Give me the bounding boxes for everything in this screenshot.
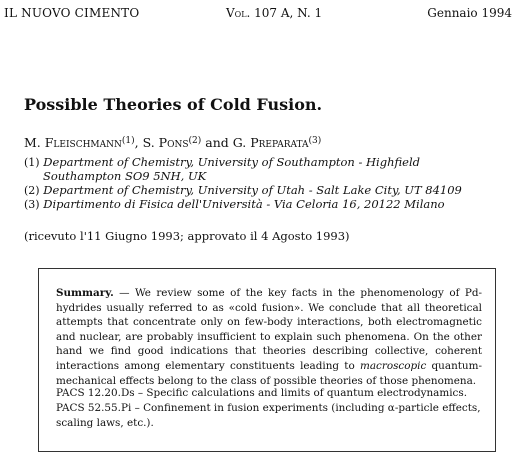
pacs-entry-2-continued: scaling laws, etc.). bbox=[56, 417, 154, 429]
author-surname: Preparata bbox=[250, 135, 309, 150]
affiliation-text: Department of Chemistry, University of Utah - Salt Lake City, UT 84109 bbox=[43, 183, 462, 197]
author-affiliation-mark: (1) bbox=[121, 136, 135, 146]
author-separator: and bbox=[201, 135, 233, 150]
author-surname: Fleischmann bbox=[44, 135, 122, 150]
pacs-entry-2: PACS 52.55.Pi – Confinement in fusion experiments (including α-particle effects, bbox=[56, 402, 481, 414]
affiliation-1-continued: Southampton SO9 5NH, UK bbox=[43, 169, 207, 183]
affiliation-mark: (2) bbox=[24, 184, 40, 197]
received-dates: (ricevuto l'11 Giugno 1993; approvato il 4 Agosto 1993) bbox=[24, 229, 350, 243]
pacs-entry-1: PACS 12.20.Ds – Specific calculations and limits of quantum electrodynamics. bbox=[56, 387, 467, 399]
volume-number: Vol. 107 A, N. 1 bbox=[226, 6, 323, 20]
author-surname: Pons bbox=[158, 135, 189, 150]
affiliation-1 bbox=[24, 155, 420, 169]
author-affiliation-mark: (2) bbox=[188, 136, 202, 146]
abstract-box bbox=[38, 268, 496, 452]
author-affiliation-mark: (3) bbox=[308, 136, 322, 146]
affiliation-mark: (3) bbox=[24, 198, 40, 211]
abstract-dash: — bbox=[113, 287, 135, 299]
author-initial: G. bbox=[232, 135, 251, 150]
paper-title: Possible Theories of Cold Fusion. bbox=[24, 95, 323, 114]
affiliation-text: Department of Chemistry, University of Southampton - Highfield bbox=[43, 155, 420, 169]
author-initial: M. bbox=[24, 135, 45, 150]
affiliation-text: Dipartimento di Fisica dell'Università - Via Celoria 16, 20122 Milano bbox=[43, 197, 445, 211]
affiliation-3 bbox=[24, 197, 445, 211]
abstract-label: Summary. bbox=[56, 287, 114, 299]
abstract-text bbox=[56, 286, 482, 388]
journal-name: IL NUOVO CIMENTO bbox=[4, 6, 140, 20]
abstract-emphasis: macroscopic bbox=[359, 359, 427, 372]
abstract-body: We review some of the key facts in the phenomenology of Pd-hydrides usually referred to as «cold fusion». We conclude that all theoretical attempts that concentrate only on few-body interactions, both electromagnetic and nuclear, are probably insufficient to explain such phenomena. On the other hand we find good indications that theories describing collective, coherent interactions among elementary constituents leading to bbox=[56, 287, 482, 372]
abstract-body-end: quantum-mechanical effects belong to the class of possible theories of those phenomena. bbox=[56, 359, 482, 387]
affiliation-2 bbox=[24, 183, 462, 197]
author-list bbox=[24, 135, 321, 150]
author-initial: S. bbox=[142, 135, 159, 150]
issue-date: Gennaio 1994 bbox=[427, 6, 512, 20]
affiliation-mark: (1) bbox=[24, 156, 40, 169]
author-separator: , bbox=[134, 135, 143, 150]
